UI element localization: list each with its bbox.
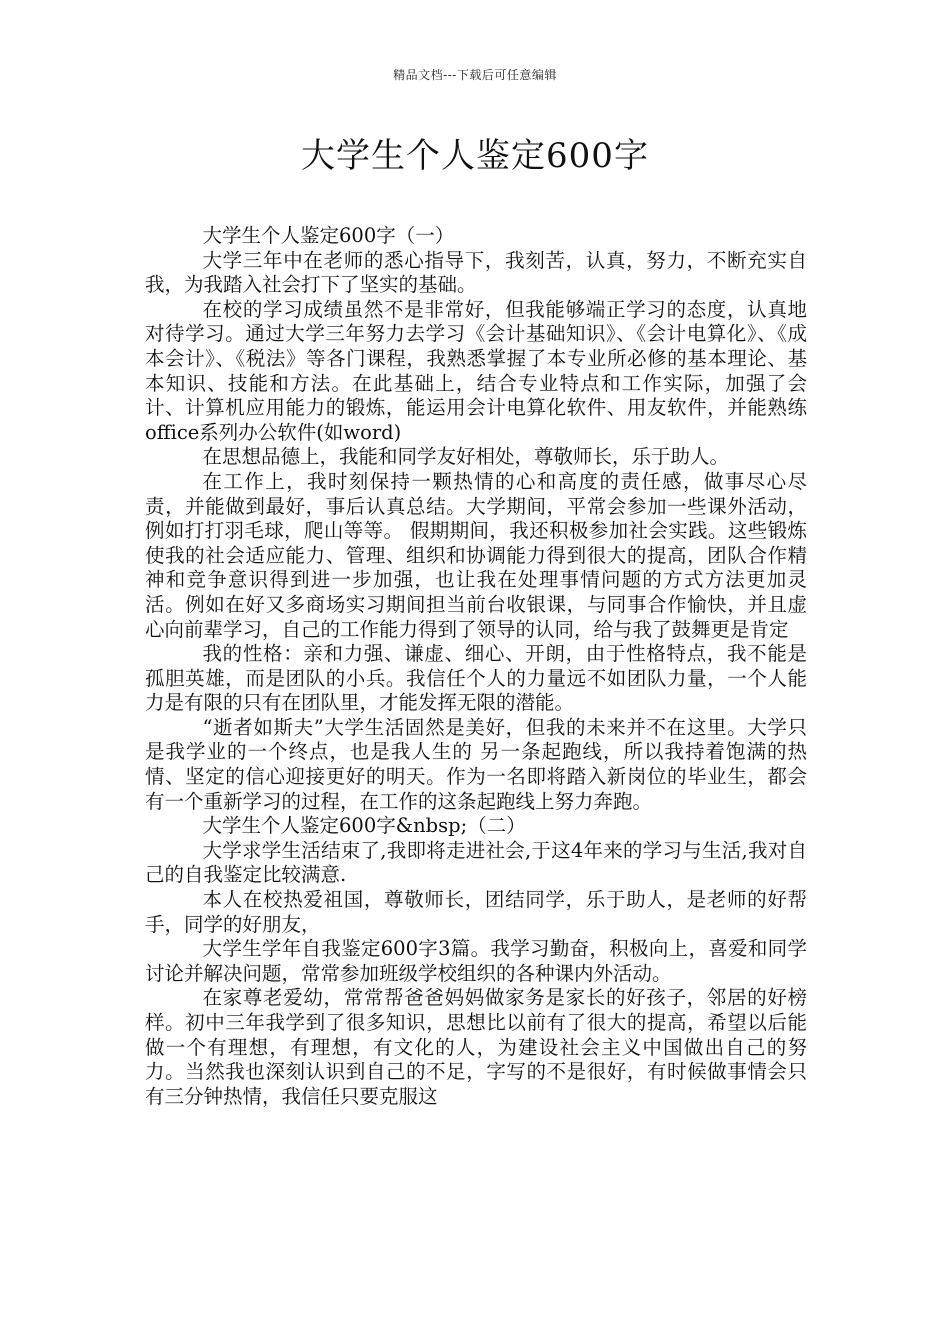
document-body <box>145 224 807 1109</box>
paragraph-4: 在思想品德上，我能和同学友好相处，尊敬师长，乐于助人。 <box>202 445 730 469</box>
paragraph-7: “逝者如斯夫”大学生活固然是美好，但我的未来并不在这里。大学只是我学业的一个终点，也是我人生的 另一条起跑线，所以我持着饱满的热情、坚定的信心迎接更好的明天。作为一名即将踏入新岗位的毕业生，都会有一个重新学习的过程，在工作的这条起跑线上努力奔跑。 <box>145 715 807 813</box>
paragraph-3: 在校的学习成绩虽然不是非常好，但我能够端正学习的态度，认真地对待学习。通过大学三年努力去学习《会计基础知识》、《会计电算化》、《成本会计》、《税法》等各门课程，我熟悉掌握了本专业所必修的基本理论、基本知识、技能和方法。在此基础上，结合专业特点和工作实际，加强了会计、计算机应用能力的锻炼，能运用会计电算化软件、用友软件，并能熟练office系列办公软件(如word) <box>145 297 807 444</box>
document-title: 大学生个人鉴定600字 <box>301 136 649 176</box>
paragraph-9: 大学求学生活结束了,我即将走进社会,于这4年来的学习与生活,我对自己的自我鉴定比较满意. <box>145 838 807 887</box>
header-note: 精品文档---下载后可任意编辑 <box>393 68 557 82</box>
paragraph-5: 在工作上，我时刻保持一颗热情的心和高度的责任感，做事尽心尽责，并能做到最好，事后认真总结。大学期间，平常会参加一些课外活动，例如打打羽毛球，爬山等等。 假期期间，我还积极参加社会实践。这些锻炼使我的社会适应能力、管理、组织和协调能力得到很大的提高，团队合作精神和竞争意识得到进一步加强，也让我在处理事情问题的方式方法更加灵活。例如在好又多商场实习期间担当前台收银课，与同事合作愉快，并且虚心向前辈学习，自己的工作能力得到了领导的认同，给与我了鼓舞更是肯定 <box>145 469 807 641</box>
paragraph-11: 大学生学年自我鉴定600字3篇。我学习勤奋，积极向上，喜爱和同学讨论并解决问题，常常参加班级学校组织的各种课内外活动。 <box>145 937 807 985</box>
paragraph-1: 大学生个人鉴定600字（一） <box>202 224 455 247</box>
paragraph-8: 大学生个人鉴定600字&nbsp;（二） <box>202 814 526 838</box>
paragraph-10: 本人在校热爱祖国，尊敬师长，团结同学，乐于助人，是老师的好帮手，同学的好朋友， <box>145 888 807 936</box>
paragraph-6: 我的性格：亲和力强、谦虚、细心、开朗，由于性格特点，我不能是孤胆英雄，而是团队的小兵。我信任个人的力量远不如团队力量，一个人能力是有限的只有在团队里，才能发挥无限的潜能。 <box>145 642 807 715</box>
paragraph-12: 在家尊老爱幼，常常帮爸爸妈妈做家务是家长的好孩子，邻居的好榜样。初中三年我学到了很多知识，思想比以前有了很大的提高，希望以后能做一个有理想，有理想，有文化的人，为建设社会主义中国做出自己的努力。当然我也深刻认识到自己的不足，字写的不是很好，有时候做事情会只有三分钟热情，我信任只要克服这 <box>145 986 807 1108</box>
paragraph-2: 大学三年中在老师的悉心指导下，我刻苦，认真，努力，不断充实自我，为我踏入社会打下了坚实的基础。 <box>145 248 807 297</box>
